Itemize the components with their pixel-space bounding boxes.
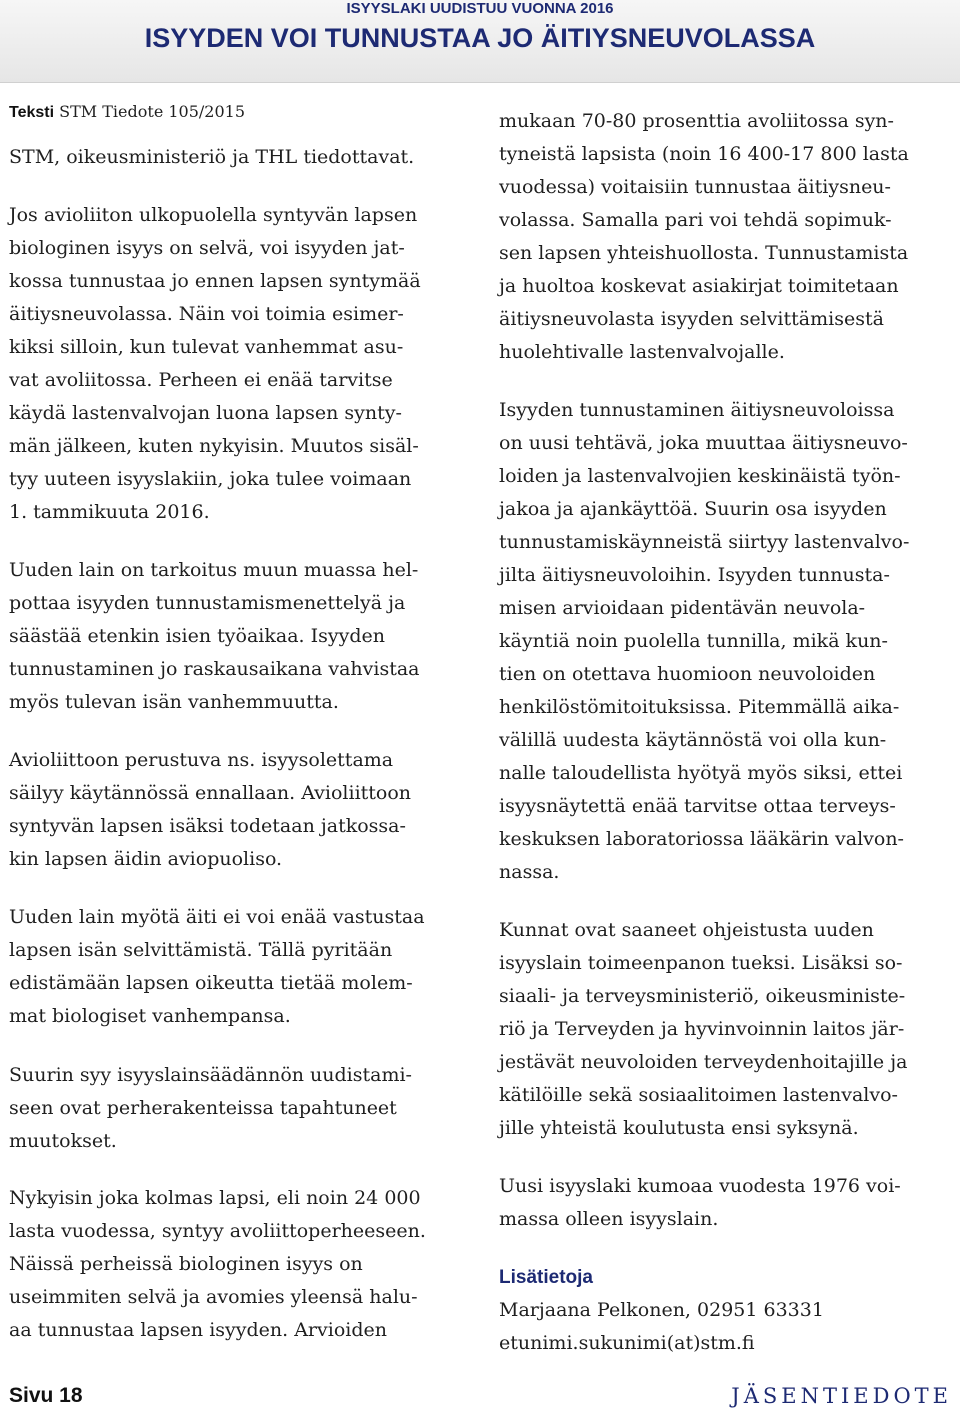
text-line: mukaan 70-80 prosenttia avoliitossa syn-: [499, 110, 894, 132]
text-line: nalle taloudellista hyötyä myös siksi, ettei: [499, 762, 903, 784]
text-line: isyyslain toimeenpanon tueksi. Lisäksi so-: [499, 952, 903, 974]
text-line: kätilöille sekä sosiaalitoimen lastenvalvo-: [499, 1084, 898, 1106]
text-line: riö ja Terveyden ja hyvinvoinnin laitos jär-: [499, 1018, 905, 1040]
text-line: sen lapsen yhteishuollosta. Tunnustamista: [499, 242, 909, 264]
email-line: etunimi.sukunimi(at)stm.fi: [499, 1332, 755, 1354]
text-line: tyy uuteen isyyslakiin, joka tulee voimaan: [9, 468, 412, 490]
text-line: siaali- ja terveysministeriö, oikeusministe-: [499, 985, 906, 1007]
text-line: män jälkeen, kuten nykyisin. Muutos sisäl-: [9, 435, 419, 457]
page-header: [0, 0, 960, 83]
text-line: kin lapsen äidin aviopuoliso.: [9, 848, 283, 870]
text-line: käydä lastenvalvojan luona lapsen synty-: [9, 402, 402, 424]
text-line: myös tulevan isän vanhemmuutta.: [9, 691, 339, 713]
text-line: aa tunnustaa lapsen isyyden. Arvioiden: [9, 1319, 387, 1341]
text-line: tunnustamiskäynneistä siirtyy lastenvalvo-: [499, 531, 910, 553]
text-line: STM, oikeusministeriö ja THL tiedottavat.: [9, 146, 415, 168]
text-line: biologinen isyys on selvä, voi isyyden jat-: [9, 237, 405, 259]
text-line: ja huoltoa koskevat asiakirjat toimitetaan: [499, 275, 899, 297]
text-line: keskuksen laboratoriossa lääkärin valvon-: [499, 828, 904, 850]
text-line: jille yhteistä koulutusta ensi syksynä.: [499, 1117, 859, 1139]
text-line: välillä uudesta käytännöstä voi olla kun-: [499, 729, 887, 751]
text-line: 1. tammikuuta 2016.: [9, 501, 210, 523]
text-line: jilta äitiysneuvoloihin. Isyyden tunnusta-: [499, 564, 890, 586]
text-line: Suurin syy isyyslainsäädännön uudistami-: [9, 1064, 412, 1086]
text-line: tunnustaminen jo raskausaikana vahvistaa: [9, 658, 420, 680]
text-line: useimmiten selvä ja avomies yleensä halu-: [9, 1286, 418, 1308]
text-line: Avioliittoon perustuva ns. isyysolettama: [9, 749, 394, 771]
text-line: mat biologiset vanhempansa.: [9, 1005, 291, 1027]
text-line: Jos avioliiton ulkopuolella syntyvän lapsen: [9, 204, 418, 226]
text-line: jestävät neuvoloiden terveydenhoitajille ja: [499, 1051, 908, 1073]
text-line: massa olleen isyyslain.: [499, 1208, 719, 1230]
text-line: äitiysneuvolasta isyyden selvittämisestä: [499, 308, 884, 330]
text-line: Näissä perheissä biologinen isyys on: [9, 1253, 363, 1275]
text-line: lapsen isän selvittämistä. Tällä pyritään: [9, 939, 393, 961]
byline-source: STM Tiedote 105/2015: [59, 102, 246, 121]
publication-name: JÄSENTIEDOTE: [731, 1384, 952, 1408]
text-line: misen arvioidaan pidentävän neuvola-: [499, 597, 866, 619]
text-line: säästää etenkin isien työaikaa. Isyyden: [9, 625, 385, 647]
text-line: kossa tunnustaa jo ennen lapsen syntymää: [9, 270, 421, 292]
text-line: seen ovat perherakenteissa tapahtuneet: [9, 1097, 397, 1119]
text-line: nassa.: [499, 861, 560, 883]
text-line: syntyvän lapsen isäksi todetaan jatkossa-: [9, 815, 406, 837]
text-line: Uusi isyyslaki kumoaa vuodesta 1976 voi-: [499, 1175, 901, 1197]
text-line: säilyy käytännössä ennallaan. Avioliittoon: [9, 782, 412, 804]
text-line: kiksi silloin, kun tulevat vanhemmat asu-: [9, 336, 404, 358]
more-info-heading: Lisätietoja: [499, 1267, 593, 1288]
text-line: jakoa ja ajankäyttöä. Suurin osa isyyden: [499, 498, 887, 520]
page-title: ISYYDEN VOI TUNNUSTAA JO ÄITIYSNEUVOLASSA: [144, 23, 816, 53]
text-line: isyysnäytettä enää tarvitse ottaa terveys-: [499, 795, 896, 817]
text-line: loiden ja lastenvalvojien keskinäistä työn-: [499, 465, 901, 487]
text-line: käyntiä noin puolella tunnilla, mikä kun-: [499, 630, 888, 652]
text-line: volassa. Samalla pari voi tehdä sopimuk-: [499, 209, 892, 231]
text-line: on uusi tehtävä, joka muuttaa äitiysneuvo-: [499, 432, 908, 454]
text-line: lasta vuodessa, syntyy avoliittoperheeseen.: [9, 1220, 426, 1242]
text-line: Kunnat ovat saaneet ohjeistusta uuden: [499, 919, 874, 941]
text-line: henkilöstömitoituksissa. Pitemmällä aika-: [499, 696, 900, 718]
text-line: huolehtivalle lastenvalvojalle.: [499, 341, 785, 363]
text-line: Uuden lain on tarkoitus muun muassa hel-: [9, 559, 419, 581]
page-number: Sivu 18: [9, 1384, 83, 1407]
text-line: Isyyden tunnustaminen äitiysneuvoloissa: [499, 399, 895, 421]
text-line: tyneistä lapsista (noin 16 400-17 800 lasta: [499, 143, 909, 165]
byline-label: Teksti: [9, 104, 55, 121]
text-line: pottaa isyyden tunnustamismenettelyä ja: [9, 592, 406, 614]
text-line: vuodessa) voitaisiin tunnustaa äitiysneu-: [499, 176, 891, 198]
text-line: äitiysneuvolassa. Näin voi toimia esimer-: [9, 303, 404, 325]
text-line: vat avoliitossa. Perheen ei enää tarvitse: [9, 369, 393, 391]
header-kicker: ISYYSLAKI UUDISTUU VUONNA 2016: [346, 0, 614, 17]
byline: [9, 100, 245, 125]
text-line: Uuden lain myötä äiti ei voi enää vastustaa: [9, 906, 425, 928]
contact-line: Marjaana Pelkonen, 02951 63331: [499, 1299, 824, 1321]
text-line: tien on otettava huomioon neuvoloiden: [499, 663, 876, 685]
text-line: edistämään lapsen oikeutta tietää molem-: [9, 972, 413, 994]
text-line: muutokset.: [9, 1130, 117, 1152]
text-line: Nykyisin joka kolmas lapsi, eli noin 24 000: [9, 1187, 421, 1209]
